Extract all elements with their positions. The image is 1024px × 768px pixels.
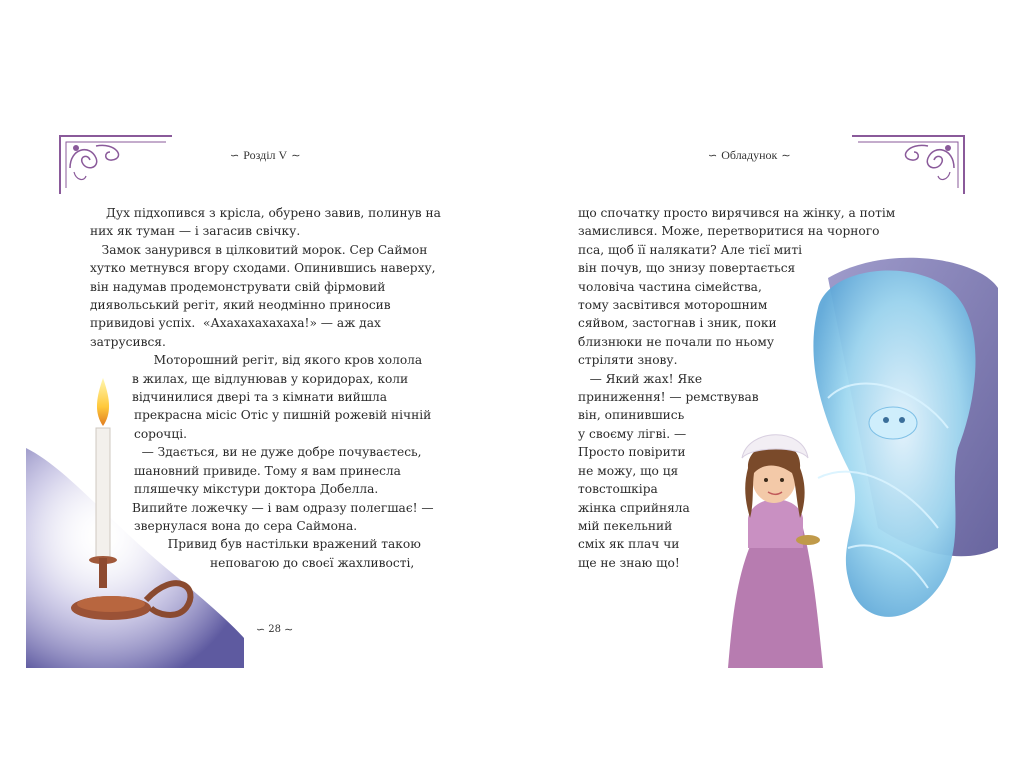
page-number-value: 28 [268,624,281,635]
text-line: близнюки не почали по ньому [578,334,775,349]
text-line: пса, щоб її налякати? Але тієї миті [578,242,803,257]
text-line: Моторошний регіт, від якого кров холола [142,353,423,368]
left-body-text [90,204,490,572]
text-line: що спочатку просто вирячився на жінку, а потім [578,206,896,220]
chapter-subtitle: Обладунок [721,148,778,162]
corner-ornament-icon [56,128,176,198]
text-line: шановний привиде. Тому я вам принесла [134,463,401,478]
text-line: сміх як плач чи [578,537,680,552]
text-line: Замок занурився в цілковитий морок. Сер Саймон [90,242,428,257]
ornament-right-icon: ∼ [291,150,301,162]
right-body-text [578,204,998,572]
ornament-left-icon: ∽ [708,150,718,162]
text-line: стріляти знову. [578,353,678,368]
text-line: — Здається, ви не дуже добре почуваєтесь, [130,445,422,460]
text-line: він надумав продемонструвати свій фірмовий [90,279,386,294]
text-line: пляшечку мікстури доктора Добелла. [134,482,379,497]
text-line: диявольський регіт, який неодмінно приносив [90,298,391,313]
ornament-right-icon: ∼ [283,623,294,636]
text-line: сяйвом, застогнав і зник, поки [578,316,777,331]
ornament-left-icon: ∽ [230,150,240,162]
text-line: Просто повірити [578,445,686,460]
text-line: тому засвітився моторошним [578,298,768,313]
text-line: прекрасна місіс Отіс у пишній рожевій нічній [134,408,432,423]
text-line: приниження! — ремствував [578,390,759,405]
text-line: відчинилися двері та з кімнати вийшла [132,390,388,405]
text-line: неповагою до своєї жахливості, [210,555,415,570]
ornament-right-icon: ∼ [781,150,791,162]
corner-ornament-icon [848,128,968,198]
text-line: — Який жах! Яке [578,371,703,386]
chapter-title: Розділ V [243,148,288,162]
text-line: у своєму лігві. — [578,426,687,441]
running-head [708,148,791,163]
text-line: в жилах, ще відлунював у коридорах, коли [132,371,409,386]
text-line: Дух підхопився з крісла, обурено завив, полинув на [106,206,441,220]
right-page [512,128,998,668]
text-line: звернулася вона до сера Саймона. [134,518,358,533]
left-page [26,128,506,668]
text-line: він почув, що знизу повертається [578,261,796,276]
text-line: Привид був настільки вражений такою [156,537,421,552]
text-line: товстошкіра [578,482,658,497]
text-line: Випийте ложечку — і вам одразу полегшає! — [132,500,434,515]
text-line: не можу, що ця [578,463,679,478]
running-head [230,148,300,163]
page-number [256,623,293,636]
text-line: сорочці. [134,426,187,441]
text-line: чоловіча частина сімейства, [578,279,762,294]
text-line: жінка сприйняла [578,500,690,515]
ornament-left-icon: ∽ [256,623,266,636]
text-line: них як туман — і загасив свічку. [90,224,301,239]
text-line: мій пекельний [578,518,673,533]
text-line: привидові успіх. «Ахахахахахаха!» — аж дах [90,316,381,331]
text-line: він, опинившись [578,408,685,423]
text-line: ще не знаю що! [578,555,680,570]
text-line: хутко метнувся вгору сходами. Опинившись наверху, [90,261,436,276]
text-line: замислився. Може, перетворитися на чорного [578,224,880,239]
text-line: затрусився. [90,334,166,349]
